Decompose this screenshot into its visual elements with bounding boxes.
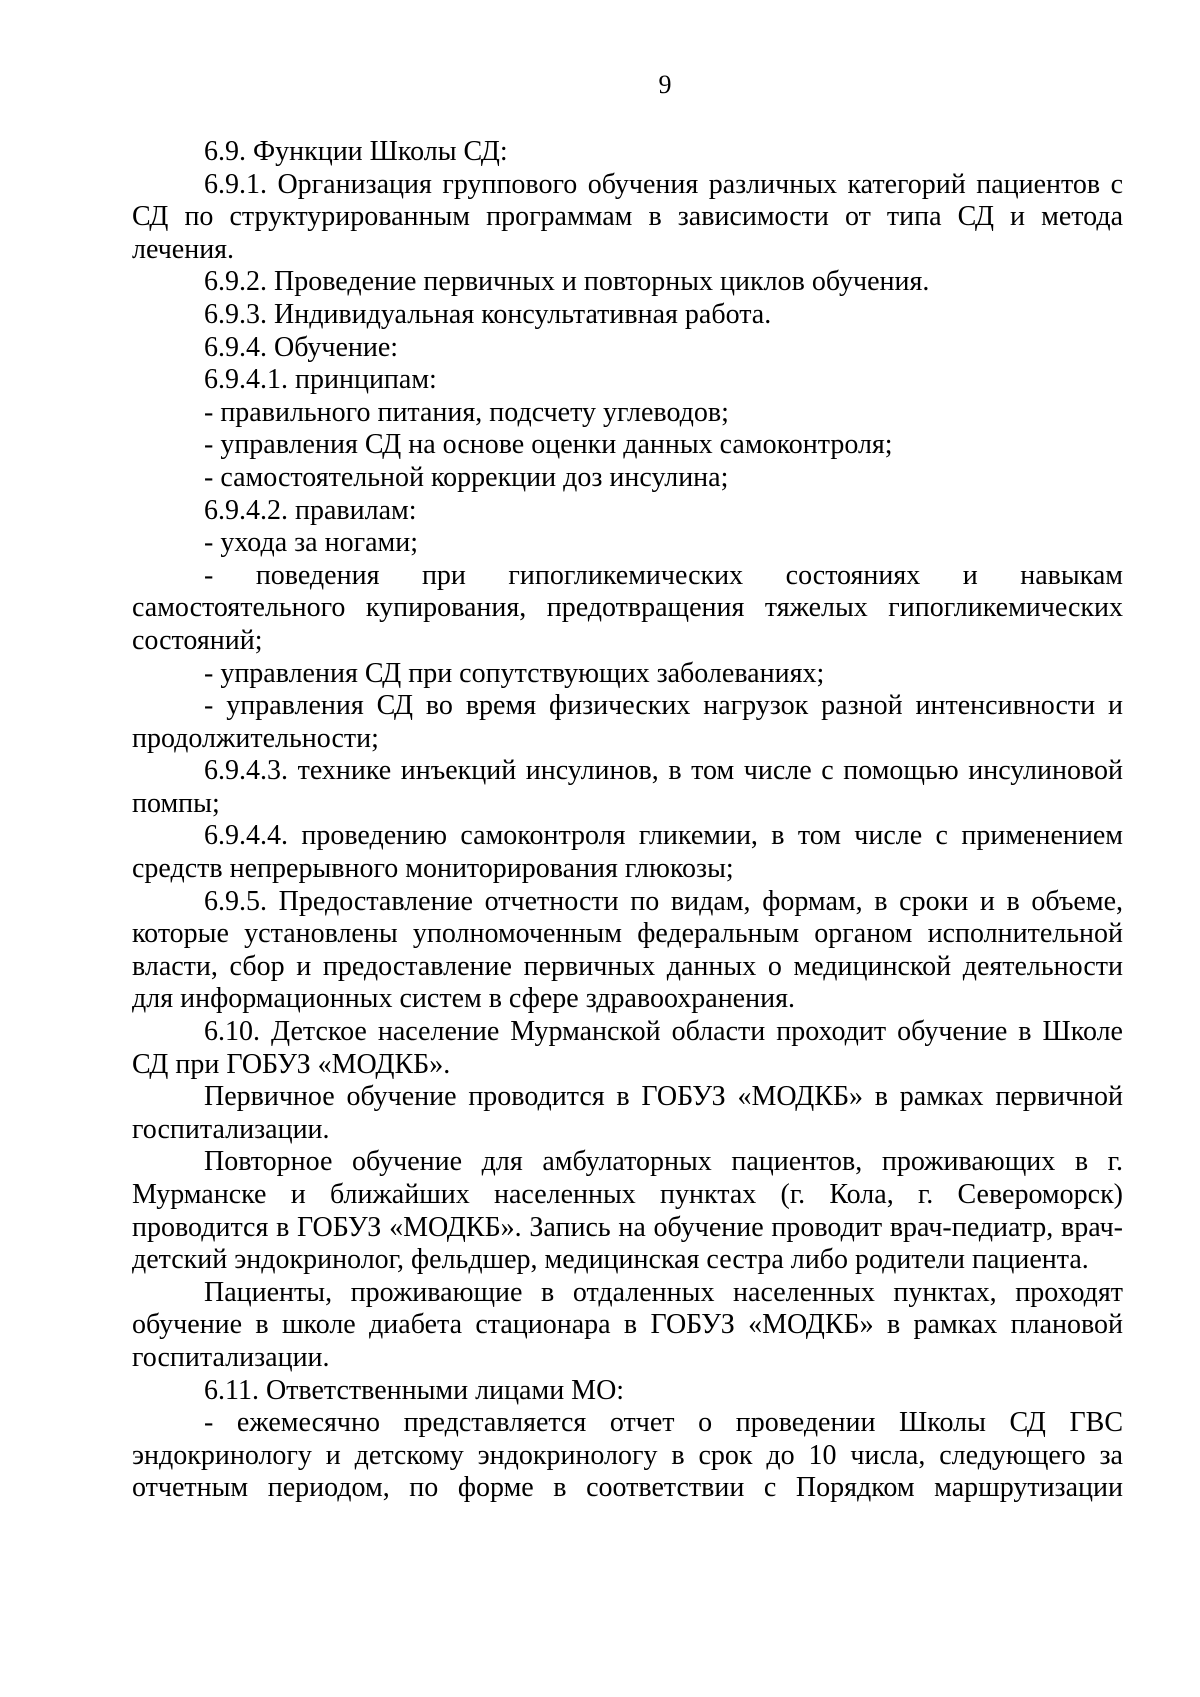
paragraph-6-9-4-2: 6.9.4.2. правилам:: [204, 494, 417, 526]
list-item: - управления СД при сопутствующих заболеваниях;: [204, 657, 825, 689]
list-item: - самостоятельной коррекции доз инсулина;: [204, 461, 729, 493]
list-item: - ежемесячно представляется отчет о проведении Школы СД ГВС эндокринологу и детскому эндокринологу в срок до 10 числа, следующего за отчетным периодом, по форме в соответствии с Порядком маршрутизации: [132, 1407, 1123, 1504]
paragraph-6-10: 6.10. Детское население Мурманской области проходит обучение в Школе СД при ГОБУЗ «МОДКБ».: [132, 1016, 1123, 1080]
paragraph-primary-training: Первичное обучение проводится в ГОБУЗ «МОДКБ» в рамках первичной госпитализации.: [132, 1081, 1123, 1145]
paragraph-6-11: 6.11. Ответственными лицами МО:: [204, 1374, 625, 1406]
paragraph-6-9: 6.9. Функции Школы СД:: [204, 136, 508, 167]
paragraph-6-9-4-4: 6.9.4.4. проведению самоконтроля гликемии, в том числе с применением средств непрерывного мониторирования глюкозы;: [132, 820, 1123, 885]
list-item: - управления СД на основе оценки данных самоконтроля;: [204, 429, 893, 461]
page-number: 9: [658, 70, 672, 99]
paragraph-6-9-3: 6.9.3. Индивидуальная консультативная работа.: [204, 298, 772, 330]
paragraph-remote-patients: Пациенты, проживающие в отдаленных населенных пунктах, проходят обучение в школе диабета стационара в ГОБУЗ «МОДКБ» в рамках плановой госпитализации.: [132, 1276, 1123, 1373]
paragraph-6-9-4: 6.9.4. Обучение:: [204, 331, 399, 363]
document-body: [132, 136, 1123, 1505]
paragraph-6-9-1: 6.9.1. Организация группового обучения различных категорий пациентов с СД по структурированным программам в зависимости от типа СД и метода лечения.: [132, 168, 1123, 265]
paragraph-6-9-5: 6.9.5. Предоставление отчетности по видам, формам, в сроки и в объеме, которые установлены уполномоченным федеральным органом исполнительной власти, сбор и предоставление первичных данных о медицинской деятельности для информационных систем в сфере здравоохранения.: [132, 885, 1123, 1015]
list-item: - управления СД во время физических нагрузок разной интенсивности и продолжительности;: [132, 690, 1123, 754]
list-item: - правильного питания, подсчету углеводов;: [204, 396, 729, 428]
paragraph-6-9-4-1: 6.9.4.1. принципам:: [204, 364, 437, 396]
paragraph-6-9-2: 6.9.2. Проведение первичных и повторных циклов обучения.: [204, 266, 930, 298]
list-item: - ухода за ногами;: [204, 527, 418, 559]
list-item: - поведения при гипогликемических состояниях и навыкам самостоятельного купирования, предотвращения тяжелых гипогликемических состояний;: [132, 559, 1123, 656]
paragraph-repeat-training: Повторное обучение для амбулаторных пациентов, проживающих в г. Мурманске и ближайших населенных пунктах (г. Кола, г. Североморск) проводится в ГОБУЗ «МОДКБ». Запись на обучение проводит врач-педиатр, врач-детский эндокринолог, фельдшер, медицинская сестра либо родители пациента.: [132, 1146, 1123, 1276]
paragraph-6-9-4-3: 6.9.4.3. технике инъекций инсулинов, в том числе с помощью инсулиновой помпы;: [132, 755, 1123, 819]
